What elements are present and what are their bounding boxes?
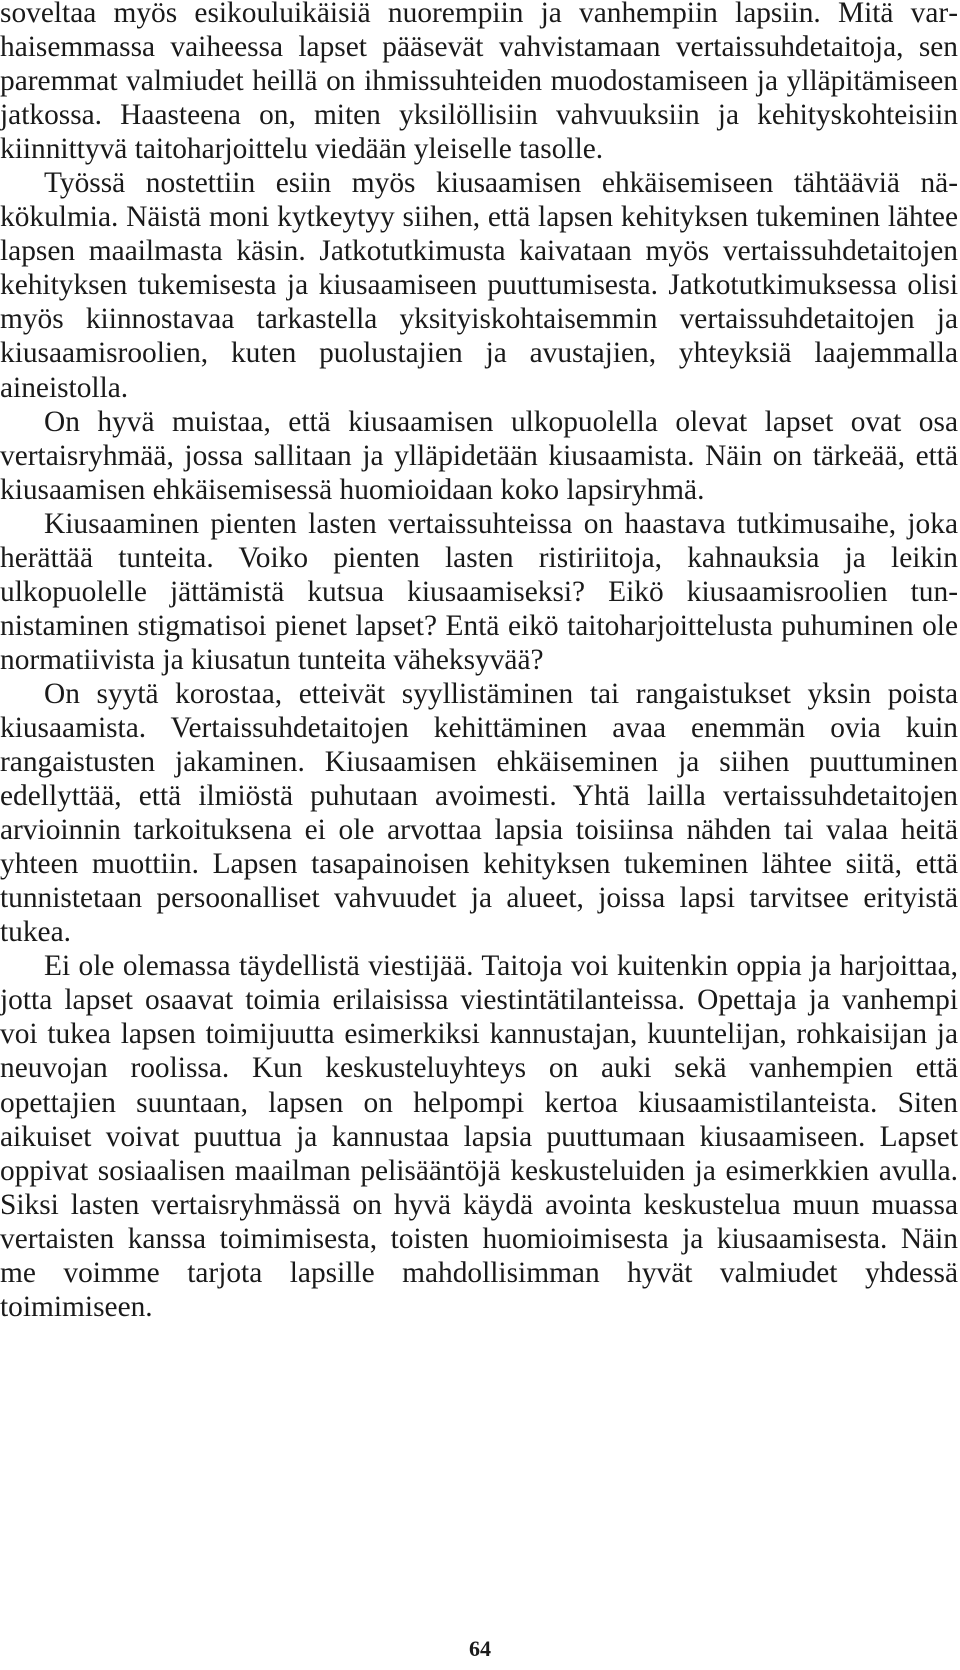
paragraph-research-topic: Kiusaaminen pienten lasten vertaissuhteissa on haastava tutkimusaihe, joka herättää tunteita. Voiko pienten lasten ristiriitoja, kahnauksia ja leikin ulkopuolelle jättämistä kutsua kiusaamiseksi? Eikö kiusaamisroolien tunnistaminen stigmatisoi pienet lapset? Entä eikö taitoharjoittelusta puhuminen ole normatiivista ja kiusatun tunteita väheksyvää?	[0, 507, 958, 676]
paragraph-continuation: soveltaa myös esikouluikäisiä nuorempiin ja vanhempiin lapsiin. Mitä varhaisemmassa vaiheessa lapset pääsevät vahvistamaan vertaissuhdetaitoja, sen paremmat valmiudet heillä on ihmissuhteiden muodostamiseen ja ylläpitämiseen jatkossa. Haasteena on, miten yksilöllisiin vahvuuksiin ja kehityskohteisiin kiinnittyvä taitoharjoittelu viedään yleiselle tasolle.	[0, 0, 958, 166]
paragraph-perspectives: Työssä nostettiin esiin myös kiusaamisen ehkäisemiseen tähtääviä näkökulmia. Näistä moni kytkeytyy siihen, että lapsen kehityksen tukeminen lähtee lapsen maailmasta käsin. Jatkotutkimusta kaivataan myös vertaissuhdetaitojen kehityksen tukemisesta ja kiusaamiseen puuttumisesta. Jatkotutkimuksessa olisi myös kiinnostavaa tarkastella yksityiskohtaisemmin vertaissuhdetaitojen ja kiusaamisroolien, kuten puolustajien ja avustajien, yhteyksiä laajemmalla aineistolla.	[0, 167, 958, 404]
paragraph-communicator: Ei ole olemassa täydellistä viestijää. Taitoja voi kuitenkin oppia ja harjoittaa, jotta lapset osaavat toimia erilaisissa viestintätilanteissa. Opettaja ja vanhempi voi tukea lapsen toimijuutta esimerkiksi kannustajan, kuuntelijan, rohkaisijan ja neuvojan roolissa. Kun keskusteluyhteys on auki sekä vanhempien että opettajien suuntaan, lapsen on helpompi kertoa kiusaamistilanteista. Siten aikuiset voivat puuttua ja kannustaa lapsia puuttumaan kiusaamiseen. Lapset oppivat sosiaalisen maailman pelisääntöjä keskusteluiden ja esimerkkien avulla. Siksi lasten vertaisryhmässä on hyvä käydä avointa keskustelua muun muassa vertaisten kanssa toimimisesta, toisten huomioimisesta ja kiusaamisesta. Näin me voimme tarjota lapsille mahdollisimman hyvät valmiudet yhdessä toimimiseen.	[0, 950, 958, 1323]
page-number: 64	[469, 1636, 491, 1661]
paragraph-punishment: On syytä korostaa, etteivät syyllistäminen tai rangaistukset yksin poista kiusaamista. Vertaissuhdetaitojen kehittäminen avaa enemmän ovia kuin rangaistusten jakaminen. Kiusaamisen ehkäiseminen ja siihen puuttuminen edellyttää, että ilmiöstä puhutaan avoimesti. Yhtä lailla vertaissuhdetaitojen arvioinnin tarkoituksena ei ole arvottaa lapsia toisiinsa nähden tai valaa heitä yhteen muottiin. Lapsen tasapainoisen kehityksen tukeminen lähtee siitä, että tunnistetaan persoonalliset vahvuudet ja alueet, joissa lapsi tarvitsee erityistä tukea.	[0, 677, 958, 949]
paragraph-whole-group: On hyvä muistaa, että kiusaamisen ulkopuolella olevat lapset ovat osa vertaisryhmää, jossa sallitaan ja ylläpidetään kiusaamista. Näin on tärkeää, että kiusaamisen ehkäisemisessä huomioidaan koko lapsiryhmä.	[0, 405, 958, 506]
